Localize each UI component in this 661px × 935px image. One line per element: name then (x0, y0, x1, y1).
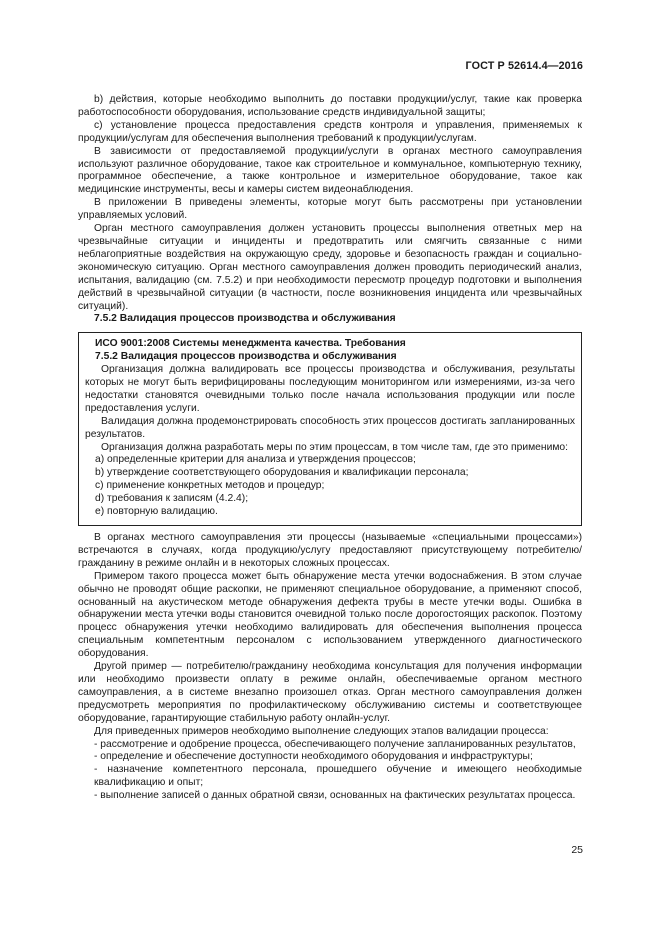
dash-list-item: - выполнение записей о данных обратной связи, основанных на фактических результатах процесса. (94, 790, 576, 802)
quote-subtitle: 7.5.2 Валидация процессов производства и обслуживания (95, 351, 397, 363)
page-number: 25 (571, 844, 583, 856)
dash-list-item: - определение и обеспечение доступности необходимого оборудования и инфраструктуры; (94, 751, 533, 763)
quote-paragraph: Валидация должна продемонстрировать способность этих процессов достигать запланированных результатов. (85, 415, 575, 440)
quote-title: ИСО 9001:2008 Системы менеджмента качества. Требования (95, 338, 406, 350)
document-body (78, 94, 582, 803)
quote-paragraph: Организация должна разработать меры по этим процессам, в том числе там, где это применимо: (101, 441, 569, 453)
paragraph: В зависимости от предоставляемой продукции/услуги в органах местного самоуправления используют различное оборудование, такое как строительное и коммунальное, компьютерную технику, программное обеспечение, а также контрольное и измерительное оборудование, такое как медицинские инструменты, весы и камеры систем видеонаблюдения. (78, 145, 582, 196)
dash-list-item: - рассмотрение и одобрение процесса, обеспечивающего получение запланированных результатов, (94, 738, 576, 750)
section-heading: 7.5.2 Валидация процессов производства и обслуживания (94, 313, 396, 325)
quote-list-item: d) требования к записям (4.2.4); (95, 493, 249, 505)
quote-paragraph: Организация должна валидировать все процессы производства и обслуживания, результаты которых не могут быть верифицированы последующим мониторингом или измерениями, из-за чего недостатки становятся очевидными только после начала использования продукции или после предоставления услуги. (85, 364, 575, 414)
document-id: ГОСТ Р 52614.4—2016 (465, 60, 583, 72)
paragraph: В приложении В приведены элементы, которые могут быть рассмотрены при установлении управляемых условий. (78, 197, 582, 222)
paragraph: Орган местного самоуправления должен установить процессы выполнения ответных мер на чрезвычайные ситуации и инциденты и предотвратить или смягчить связанные с ними неблагоприятные воздействия на окружающую среду, здоровье и безопасность граждан и социально-экономическую ситуацию. Орган местного самоуправления должен проводить периодический анализ, испытания, валидацию (см. 7.5.2) и при необходимости пересмотр процедур подготовки и выполнения действий в чрезвычайной ситуации (в частности, после возникновения инцидента или чрезвычайных ситуаций). (78, 223, 582, 312)
paragraph: b) действия, которые необходимо выполнить до поставки продукции/услуг, такие как проверка работоспособности оборудования, использование средств индивидуальной защиты; (78, 94, 582, 118)
paragraph: В органах местного самоуправления эти процессы (называемые «специальными процессами») встречаются в случаях, когда продукцию/услугу предоставляют присутствующему потребителю/гражданину в режиме онлайн и в некоторых сложных процессах. (78, 532, 582, 569)
quote-list-item: а) определенные критерии для анализа и утверждения процессов; (95, 454, 416, 466)
dash-list-item: - назначение компетентного персонала, прошедшего обучение и имеющего необходимые квалификацию и опыт; (94, 764, 582, 789)
paragraph: Другой пример — потребителю/гражданину необходима консультация для получения информации или необходимо произвести оплату в режиме онлайн, обеспечиваемые органом местного самоуправления, а в системе внезапно произошел отказ. Орган местного самоуправления должен предусмотреть мероприятия по профилактическому обслуживанию системы и соответствующее оборудование, гарантирующие стабильную работу онлайн-услуг. (78, 661, 582, 724)
quote-list-item: e) повторную валидацию. (95, 506, 218, 518)
paragraph: c) установление процесса предоставления средств контроля и управления, применяемых к продукции/услугам для обеспечения выполнения требований к продукции/услугам. (78, 119, 582, 144)
quote-list-item: b) утверждение соответствующего оборудования и квалификации персонала; (95, 467, 469, 479)
paragraph: Примером такого процесса может быть обнаружение места утечки водоснабжения. В этом случае обычно не проводят общие раскопки, не применяют специальное оборудование, а применяют способ, основанный на акустическом методе обнаружения дефекта трубы в месте утечки воды. Ошибка в обнаружении места утечки воды становится очевидной только после дорогостоящих раскопок. Поэтому процесс обнаружения утечки необходимо валидировать для обеспечения выполнения процесса специальным компетентным персоналом с использованием утвержденного диагностического оборудования. (78, 570, 582, 660)
quote-list-item: c) применение конкретных методов и процедур; (95, 480, 325, 492)
standard-quote-box (78, 332, 582, 526)
paragraph: Для приведенных примеров необходимо выполнение следующих этапов валидации процесса: (94, 725, 549, 737)
